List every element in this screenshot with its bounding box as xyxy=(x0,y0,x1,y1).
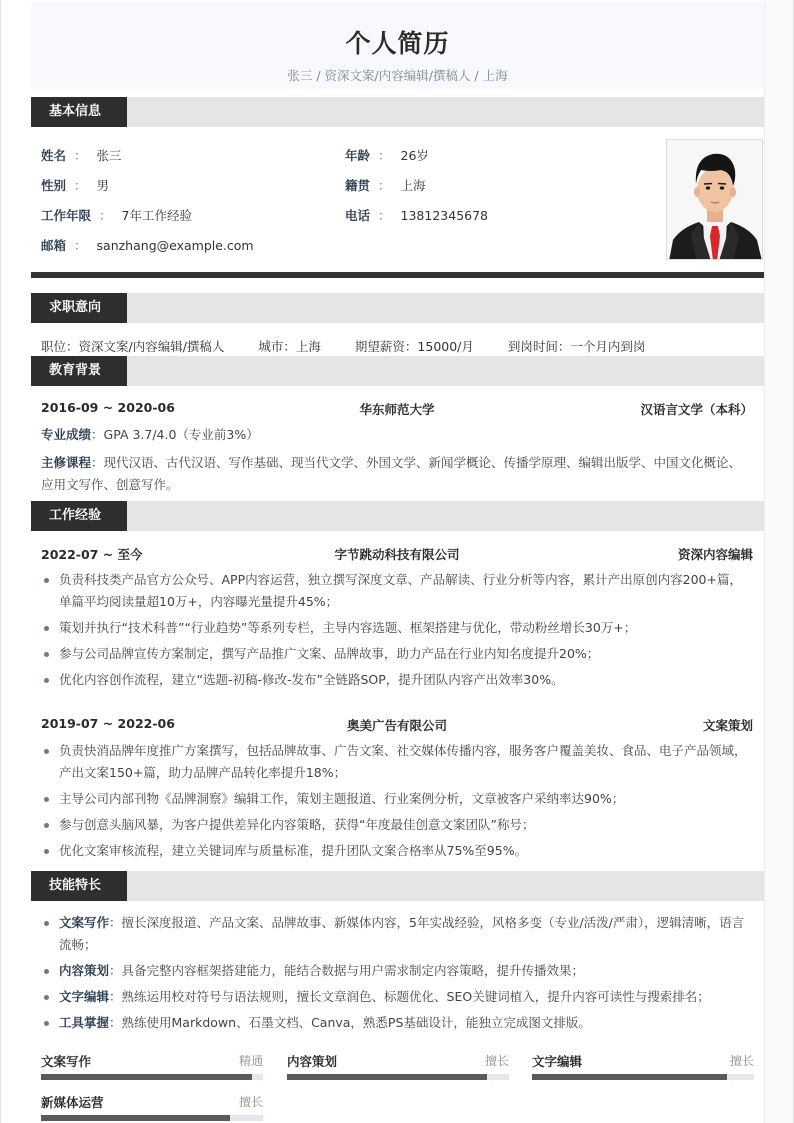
skill-name: 内容策划 xyxy=(287,1054,338,1069)
job-company: 字节跳动科技有限公司 xyxy=(334,547,460,562)
field-label: 性别 xyxy=(41,178,67,193)
skill-bar-copywriting xyxy=(41,1052,263,1086)
field-label: 电话 xyxy=(345,208,371,223)
gpa-label: 专业成绩 xyxy=(41,427,92,442)
section-title: 技能特长 xyxy=(31,871,127,901)
list-item: 优化文案审核流程，建立关键词库与质量标准，提升团队文案合格率从75%至95%。 xyxy=(41,840,753,862)
skill-label: 工具掌握 xyxy=(59,1015,110,1030)
skill-name: 文字编辑 xyxy=(532,1054,583,1069)
field-value: 26岁 xyxy=(400,148,429,163)
list-item: 文字编辑：熟练运用校对符号与语法规则，擅长文章润色、标题优化、SEO关键词植入，提升内容可读性与搜索排名； xyxy=(41,986,753,1008)
list-item: 文案写作：擅长深度报道、产品文案、品牌故事、新媒体内容，5年实战经验，风格多变（专业/活泼/严肃），逻辑清晰，语言流畅； xyxy=(41,912,753,956)
resume-header xyxy=(31,2,764,89)
skill-bar-new-media xyxy=(41,1093,263,1123)
field-value: sanzhang@example.com xyxy=(96,238,254,253)
job-header xyxy=(41,716,753,734)
education-school: 华东师范大学 xyxy=(359,402,435,417)
page-margin-right xyxy=(764,0,794,1123)
page-subtitle: 张三 / 资深文案/内容编辑/撰稿人 / 上海 xyxy=(287,68,508,83)
list-item: 负责科技类产品官方公众号、APP内容运营，独立撰写深度文章、产品解读、行业分析等内容，累计产出原创内容200+篇，单篇平均阅读量超10万+，内容曝光量提升45%； xyxy=(41,569,753,613)
progress-track xyxy=(287,1074,509,1080)
progress-track xyxy=(41,1115,263,1121)
skill-level: 擅长 xyxy=(484,1054,509,1068)
section-title: 教育背景 xyxy=(31,356,127,386)
job-duties-list xyxy=(41,740,753,866)
job-header xyxy=(41,545,753,563)
gpa-value: ：GPA 3.7/4.0（专业前3%） xyxy=(91,427,259,442)
section-title: 基本信息 xyxy=(31,97,127,127)
field-label: 工作年限 xyxy=(41,208,92,223)
courses-label: 主修课程 xyxy=(41,455,92,470)
intent-city: 城市：上海 xyxy=(258,339,321,354)
page-title: 个人简历 xyxy=(345,29,450,58)
field-value: 7年工作经验 xyxy=(121,208,192,223)
job-role: 资深内容编辑 xyxy=(677,547,753,562)
field-label: 姓名 xyxy=(41,148,67,163)
intent-salary: 期望薪资：15000/月 xyxy=(354,339,474,354)
skill-name: 新媒体运营 xyxy=(41,1095,104,1110)
field-label: 邮箱 xyxy=(41,238,67,253)
education-courses xyxy=(41,452,753,496)
skill-bar-text-editing xyxy=(532,1052,754,1086)
field-value: 13812345678 xyxy=(400,208,489,223)
progress-fill xyxy=(41,1074,252,1080)
field-gender: 性别 ： 男 xyxy=(41,178,110,193)
education-header xyxy=(41,400,753,418)
intent-position: 职位：资深文案/内容编辑/撰稿人 xyxy=(41,339,225,354)
skill-name: 文案写作 xyxy=(41,1054,92,1069)
field-value: 上海 xyxy=(400,178,426,193)
progress-track xyxy=(532,1074,754,1080)
skills-list xyxy=(41,912,753,1038)
education-major: 汉语言文学（本科） xyxy=(640,402,753,417)
field-name: 姓名 ： 张三 xyxy=(41,148,122,163)
field-phone: 电话 ： 13812345678 xyxy=(345,208,489,223)
list-item: 策划并执行“技术科普”“行业趋势”等系列专栏，主导内容选题、框架搭建与优化，带动粉丝增长30万+； xyxy=(41,617,753,639)
progress-track xyxy=(41,1074,263,1080)
skill-label: 内容策划 xyxy=(59,963,110,978)
job-period: 2022-07 ~ 至今 xyxy=(41,547,143,562)
profile-photo xyxy=(666,139,763,260)
job-role: 文案策划 xyxy=(702,718,753,733)
section-skills xyxy=(31,871,764,901)
list-item: 主导公司内部刊物《品牌洞察》编辑工作，策划主题报道、行业案例分析，文章被客户采纳率达90%； xyxy=(41,788,753,810)
skill-label: 文案写作 xyxy=(59,915,110,930)
job-company: 奥美广告有限公司 xyxy=(346,718,447,733)
education-period: 2016-09 ~ 2020-06 xyxy=(41,400,175,415)
progress-fill xyxy=(532,1074,727,1080)
section-job-intent xyxy=(31,293,764,323)
field-value: 张三 xyxy=(96,148,122,163)
section-education xyxy=(31,356,764,386)
field-origin: 籍贯 ： 上海 xyxy=(345,178,426,193)
job-duties-list xyxy=(41,569,753,695)
list-item: 工具掌握：熟练使用Markdown、石墨文档、Canva，熟悉PS基础设计，能独立完成图文排版。 xyxy=(41,1012,753,1034)
section-experience xyxy=(31,501,764,531)
field-age: 年龄 ： 26岁 xyxy=(345,148,429,163)
progress-fill xyxy=(41,1115,230,1121)
field-work-years: 工作年限 ： 7年工作经验 xyxy=(41,208,192,223)
section-title: 求职意向 xyxy=(31,293,127,323)
skill-level: 精通 xyxy=(238,1054,263,1068)
section-title: 工作经验 xyxy=(31,501,127,531)
intent-arrival: 到岗时间：一个月内到岗 xyxy=(507,339,646,354)
skill-label: 文字编辑 xyxy=(59,989,110,1004)
skill-bar-content-planning xyxy=(287,1052,509,1086)
section-basic-info xyxy=(31,97,764,127)
progress-fill xyxy=(287,1074,487,1080)
education-gpa xyxy=(41,424,753,446)
list-item: 负责快消品牌年度推广方案撰写，包括品牌故事、广告文案、社交媒体传播内容，服务客户覆盖美妆、食品、电子产品领域，产出文案150+篇，助力品牌产品转化率提升18%； xyxy=(41,740,753,784)
list-item: 内容策划：具备完整内容框架搭建能力，能结合数据与用户需求制定内容策略，提升传播效果； xyxy=(41,960,753,982)
skill-level: 擅长 xyxy=(238,1095,263,1109)
job-period: 2019-07 ~ 2022-06 xyxy=(41,716,175,731)
skill-level: 擅长 xyxy=(729,1054,754,1068)
field-email: 邮箱 ： sanzhang@example.com xyxy=(41,238,254,253)
field-label: 籍贯 xyxy=(345,178,371,193)
courses-value: ：现代汉语、古代汉语、写作基础、现当代文学、外国文学、新闻学概论、传播学原理、编辑出版学、中国文化概论、应用文写作、创意写作。 xyxy=(41,455,742,492)
list-item: 参与创意头脑风暴，为客户提供差异化内容策略，获得“年度最佳创意文案团队”称号； xyxy=(41,814,753,836)
field-label: 年龄 xyxy=(345,148,371,163)
list-item: 优化内容创作流程，建立“选题-初稿-修改-发布”全链路SOP，提升团队内容产出效率30%。 xyxy=(41,669,753,691)
job-intent-row xyxy=(41,337,675,355)
list-item: 参与公司品牌宣传方案制定，撰写产品推广文案、品牌故事，助力产品在行业内知名度提升20%； xyxy=(41,643,753,665)
field-value: 男 xyxy=(96,178,110,193)
section-divider xyxy=(31,272,764,278)
avatar-illustration-icon xyxy=(667,140,763,260)
